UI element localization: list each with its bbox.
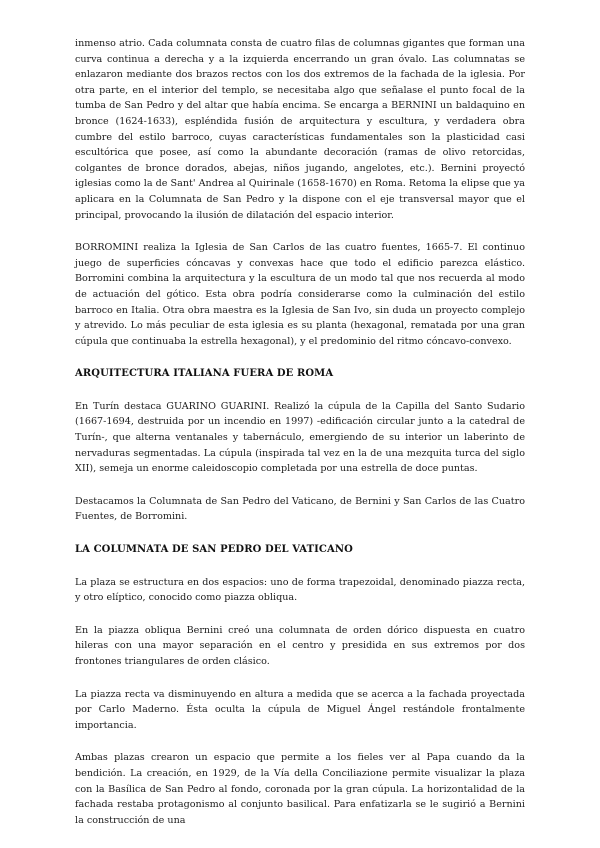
section-heading-italia: ARQUITECTURA ITALIANA FUERA DE ROMA: [75, 368, 334, 380]
paragraph-spacer: [75, 606, 525, 623]
paragraph-plaza-espacios: La plaza se estructura en dos espacios: uno de forma trapezoidal, denominado piazza recta, y otro elíptico, conocido como piazza obliqua.: [75, 576, 525, 604]
paragraph-spacer: [75, 382, 525, 399]
document-page: [75, 36, 525, 828]
paragraph-borromini: BORROMINI realiza la Iglesia de San Carlos de las cuatro fuentes, 1665-7. El continuo juego de superficies cóncavas y convexas hace que todo el edificio parezca elástico. Borromini combina la arquitectura y la escultura de un modo tal que nos recuerda al modo de actuación del gótico. Esta obra podría considerarse como la culminación del estilo barroco en Italia. Otra obra maestra es la Iglesia de San Ivo, sin duda un proyecto complejo y atrevido. Lo más peculiar de esta iglesia es su planta (hexagonal, rematada por una gran cúpula que continuaba la estrella hexagonal), y el predominio del ritmo cóncavo-convexo.: [75, 242, 525, 347]
paragraph-spacer: [75, 558, 525, 575]
paragraph-spacer: [75, 477, 525, 494]
paragraph-piazza-obliqua: En la piazza obliqua Bernini creó una columnata de orden dórico dispuesta en cuatro hileras con una mayor separación en el centro y presidida en sus extremos por dos frontones triangulares de orden clásico.: [75, 624, 525, 667]
paragraph-spacer: [75, 349, 525, 366]
paragraph-spacer: [75, 733, 525, 750]
paragraph-bernini-columnata: inmenso atrio. Cada columnata consta de cuatro filas de columnas gigantes que forman una curva continua a derecha y a la izquierda encerrando un gran óvalo. Las columnatas se enlazaron mediante dos brazos rectos con los dos extremos de la fachada de la iglesia. Por otra parte, en el interior del templo, se necesitaba algo que señalase el punto focal de la tumba de San Pedro y del altar que había encima. Se encarga a BERNINI un baldaquino en bronce (1624-1633), espléndida fusión de arquitectura y escultura, y verdadera obra cumbre del estilo barroco, cuyas características fundamentales son la plasticidad casi escultórica que posee, así como la abundante decoración (ramas de olivo retorcidas, colgantes de bronce dorados, abejas, niños jugando, angelotes, etc.). Bernini proyectó iglesias como la de Sant' Andrea al Quirinale (1658-1670) en Roma. Retoma la elipse que ya aplicara en la Columnata de San Pedro y la dispone con el eje transversal mayor que el principal, provocando la ilusión de dilatación del espacio interior.: [75, 38, 525, 221]
paragraph-spacer: [75, 525, 525, 542]
paragraph-ambas-plazas: Ambas plazas crearon un espacio que permite a los fieles ver al Papa cuando da la bendición. La creación, en 1929, de la Vía della Conciliazione permite visualizar la plaza con la Basílica de San Pedro al fondo, coronada por la gran cúpula. La horizontalidad de la fachada restaba protagonismo al conjunto basilical. Para enfatizarla se le sugirió a Bernini la construcción de una: [75, 752, 525, 826]
section-heading-columnata: LA COLUMNATA DE SAN PEDRO DEL VATICANO: [75, 544, 353, 556]
paragraph-piazza-recta: La piazza recta va disminuyendo en altura a medida que se acerca a la fachada proyectada por Carlo Maderno. Ésta oculta la cúpula de Miguel Ángel restándole frontalmente importancia.: [75, 688, 525, 731]
paragraph-spacer: [75, 670, 525, 687]
paragraph-guarini: En Turín destaca GUARINO GUARINI. Realizó la cúpula de la Capilla del Santo Sudario (1667-1694, destruida por un incendio en 1997) -edificación circular junto a la catedral de Turín-, que alterna ventanales y tabernáculo, emergiendo de su interior un laberinto de nervaduras segmentadas. La cúpula (inspirada tal vez en la de una mezquita turca del siglo XII), semeja un enorme caleidoscopio completada por una estrella de doce puntas.: [75, 400, 525, 475]
paragraph-spacer: [75, 223, 525, 240]
paragraph-destacamos: Destacamos la Columnata de San Pedro del Vaticano, de Bernini y San Carlos de las Cuatro Fuentes, de Borromini.: [75, 495, 525, 523]
